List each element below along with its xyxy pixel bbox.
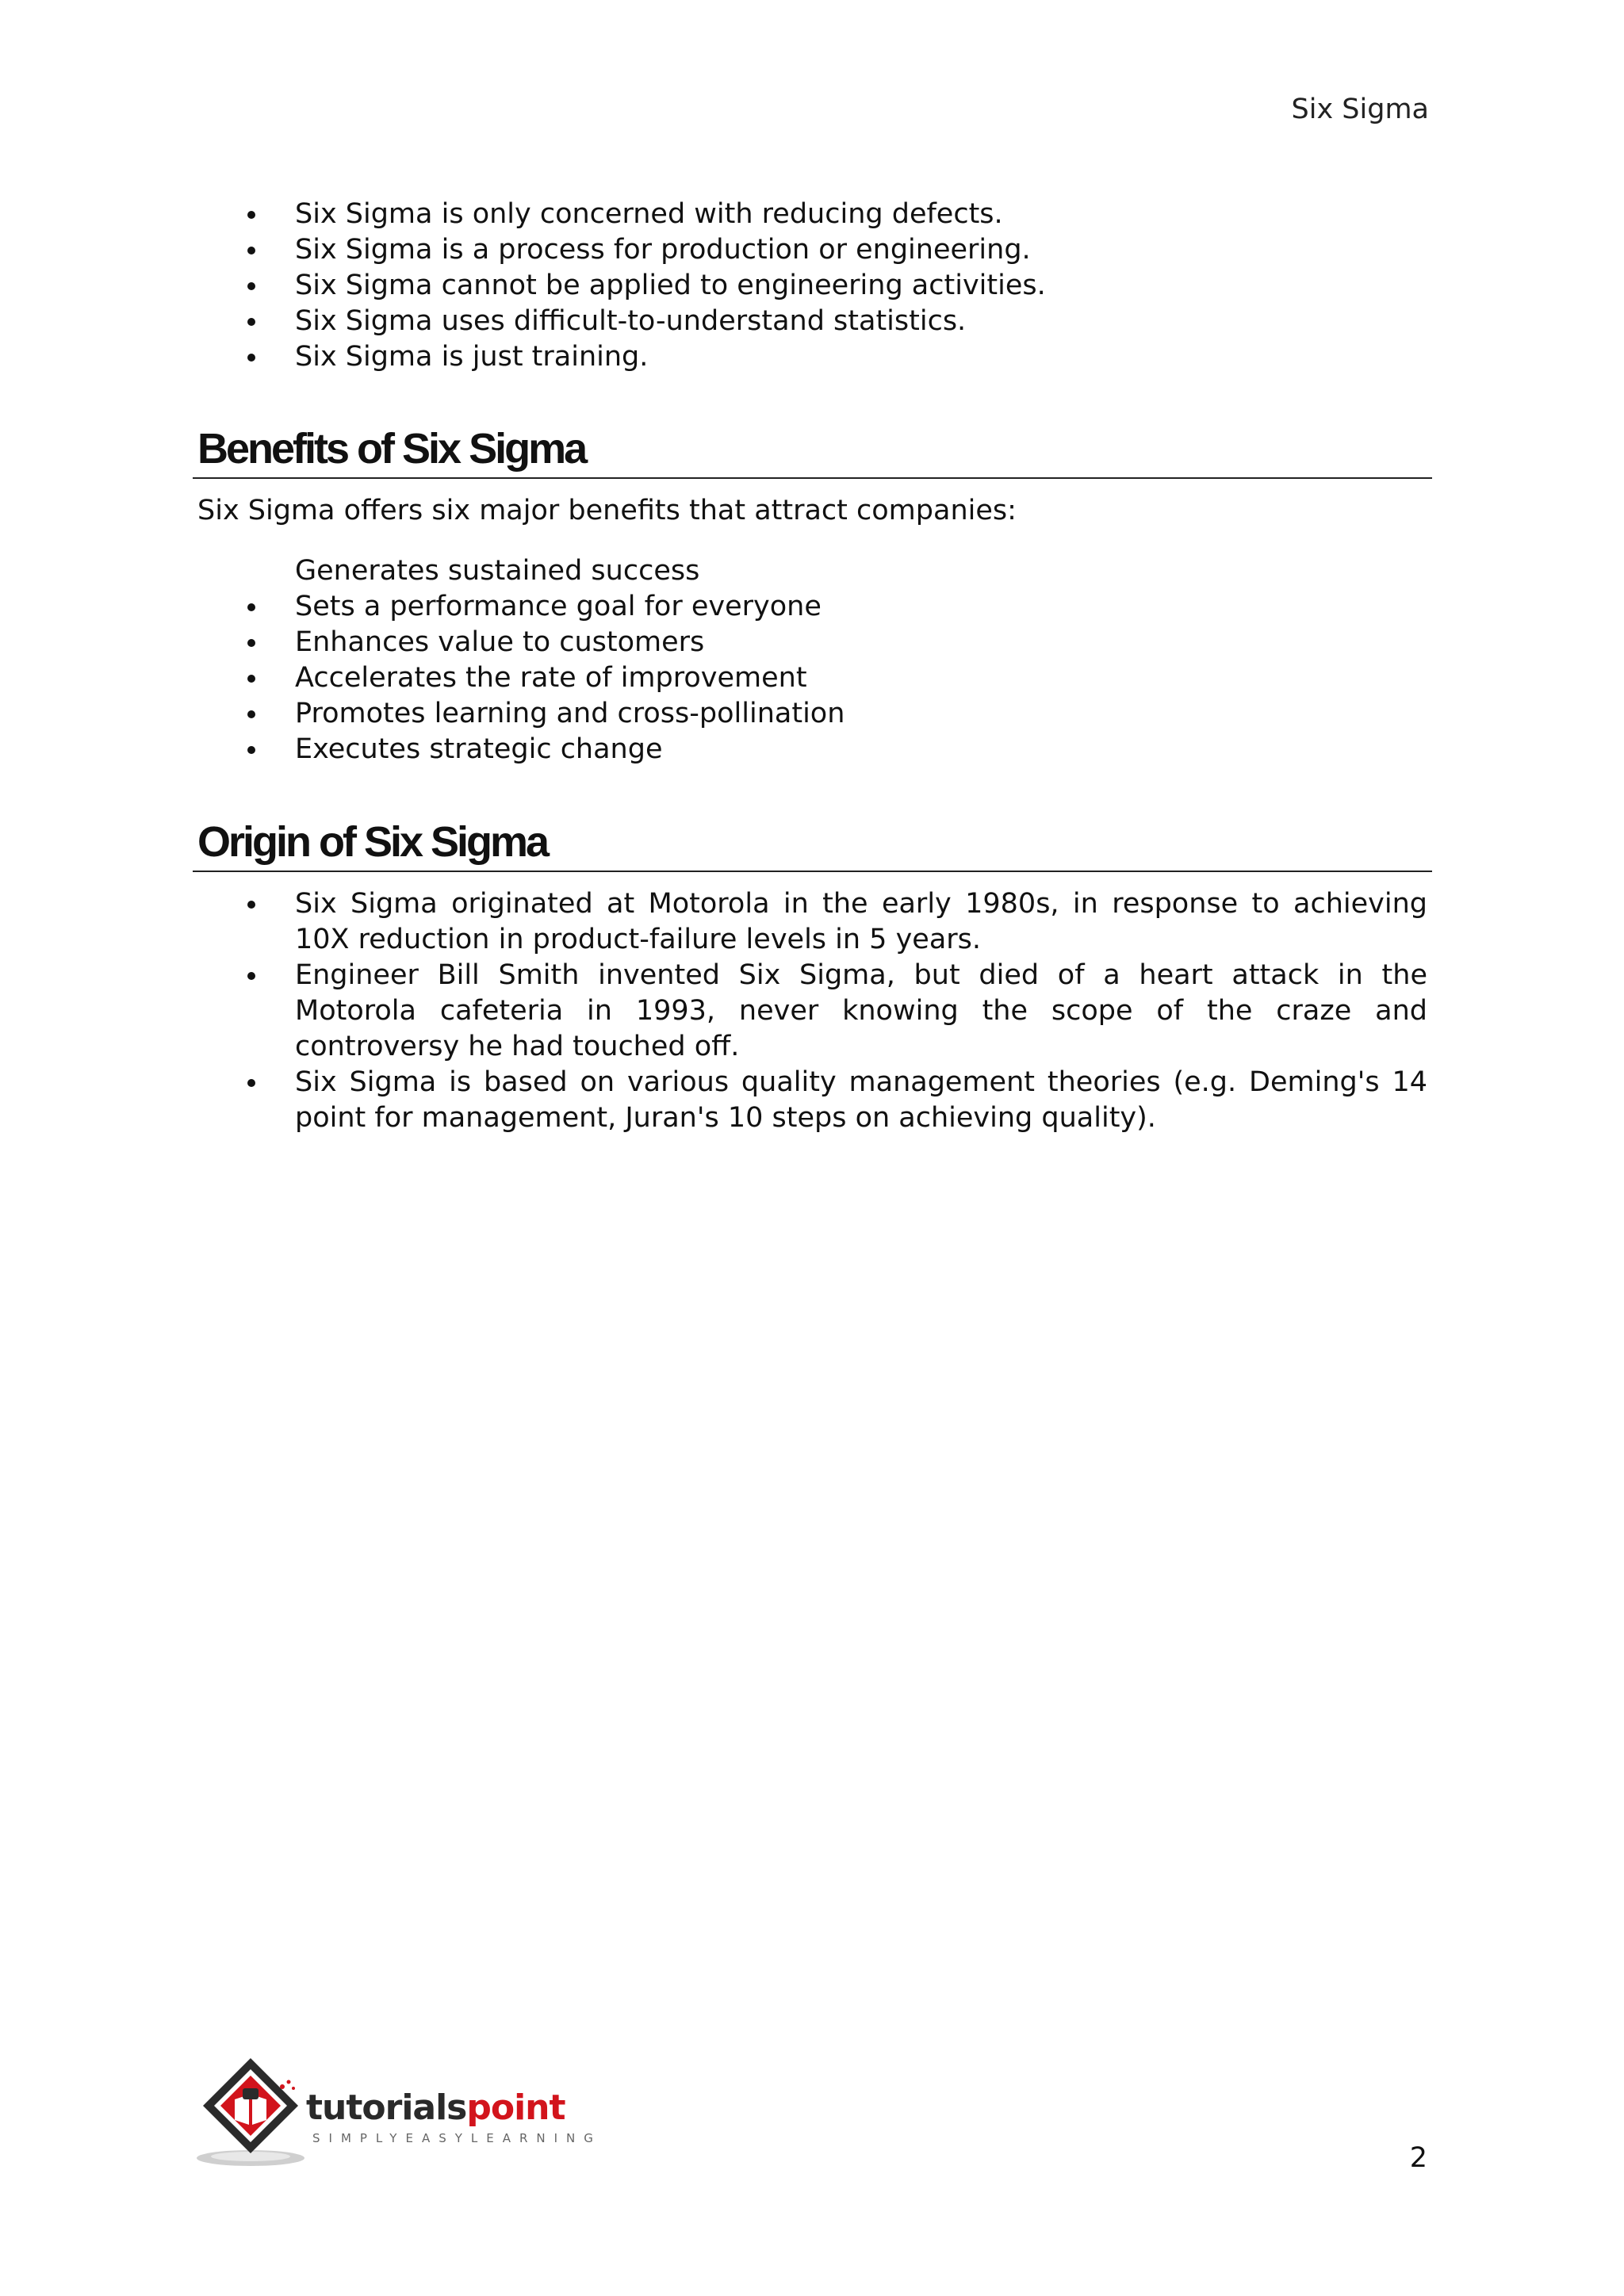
list-item: Executes strategic change xyxy=(0,732,1427,767)
list-item: Six Sigma uses difficult-to-understand statistics. xyxy=(0,304,1427,339)
bullet-icon xyxy=(247,282,255,290)
list-item: Six Sigma cannot be applied to engineering activities. xyxy=(0,268,1427,304)
bullet-icon xyxy=(247,211,255,219)
benefits-intro: Six Sigma offers six major benefits that attract companies: xyxy=(197,495,1017,526)
running-header: Six Sigma xyxy=(1291,94,1429,125)
misconceptions-list xyxy=(0,197,1427,375)
list-item: Six Sigma is a process for production or engineering. xyxy=(0,232,1427,268)
list-item: Enhances value to customers xyxy=(0,625,1427,660)
list-item: Promotes learning and cross-pollination xyxy=(0,696,1427,732)
bullet-icon xyxy=(247,746,255,754)
page-number: 2 xyxy=(1409,2142,1427,2174)
list-item: Accelerates the rate of improvement xyxy=(0,660,1427,696)
bullet-icon xyxy=(247,901,255,909)
bullet-icon xyxy=(247,710,255,718)
bullet-icon xyxy=(247,639,255,647)
list-item: Six Sigma is just training. xyxy=(0,339,1427,375)
origin-heading-text: Origin of Six Sigma xyxy=(197,818,548,866)
logo-emblem-icon xyxy=(193,2053,312,2172)
benefits-list xyxy=(0,553,1427,767)
list-item: Six Sigma is based on various quality management theories (e.g. Deming's 14 point for management, Juran's 10 steps on achieving quality). xyxy=(0,1065,1427,1136)
bullet-icon xyxy=(247,354,255,362)
bullet-icon xyxy=(247,972,255,980)
tutorialspoint-logo xyxy=(193,2053,606,2172)
bullet-icon xyxy=(247,603,255,611)
bullet-icon xyxy=(247,675,255,683)
origin-list xyxy=(0,886,1427,1136)
bullet-icon xyxy=(247,247,255,254)
logo-tagline: SIMPLYEASYLEARNING xyxy=(312,2131,602,2145)
list-item: Six Sigma is only concerned with reducing defects. xyxy=(0,197,1427,232)
bullet-icon xyxy=(247,1079,255,1087)
list-item: Generates sustained success xyxy=(295,555,700,587)
logo-wordmark: tutorialspoint xyxy=(306,2087,565,2128)
list-item: Engineer Bill Smith invented Six Sigma, but died of a heart attack in the Motorola cafeteria in 1993, never knowing the scope of the craze and controversy he had touched off. xyxy=(0,958,1427,1065)
benefits-heading xyxy=(193,423,1432,479)
origin-heading xyxy=(193,817,1432,872)
list-item: Six Sigma originated at Motorola in the early 1980s, in response to achieving 10X reduction in product-failure levels in 5 years. xyxy=(0,886,1427,958)
list-item: Sets a performance goal for everyone xyxy=(0,589,1427,625)
bullet-icon xyxy=(247,318,255,326)
benefits-heading-text: Benefits of Six Sigma xyxy=(197,425,586,473)
